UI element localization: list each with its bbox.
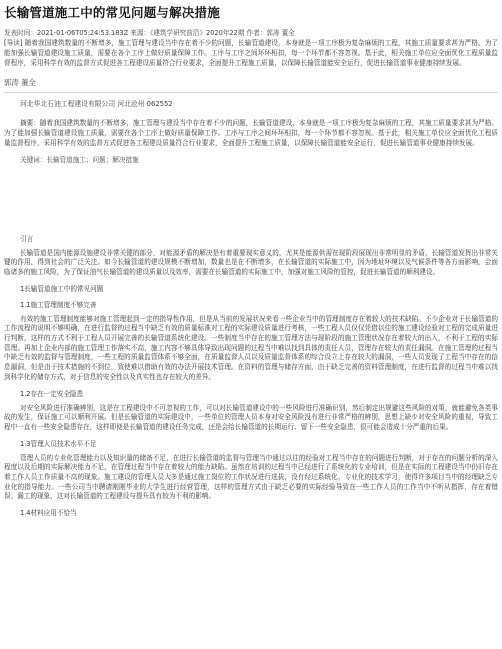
keywords-line: 关键词：长输管道施工；问题；解决措施 bbox=[20, 155, 139, 164]
divider bbox=[4, 92, 498, 93]
section-paragraph-1-2: 对安全风险进行准确辨别，这是在工程建设中不可忽视的工作，可以对长输管道建设中的一些风险进行准确识别，然后制定出规避这些风险的对策，就能避免各类事故的发生，保证施工可以顺利开展。但是长输管道的实际建设中，一些单位的管理人员本身对安全风险没有进行非常严格的辨别，思想上缺少对安全风险的重视，导致工程中一直有一些安全隐患存在，这样即便是长输管道的建设任务完成，还是会给长输管道的长期运行、留下一些安全隐患，很可能会造成十分严重的后果。 bbox=[4, 403, 498, 431]
section-heading-1-1: 1.1施工管理制度不够完善 bbox=[20, 300, 97, 309]
author-line: 郭涛 董全 bbox=[4, 78, 36, 88]
guide-paragraph: [导读] 随着我国建筑数量的不断增多，施工管理与建设当中存在着不少的问题，长输管道建设，本身就是一项工序极为复杂麻烦的工程，其施工质量要求甚为严格。为了能加强长输管道建设施工质量，需要在各个工序上做好质量保障工作。工序与工序之间环环相扣，每一个环节都不容忽视。基于此，相关施工单位应全面优化工程质量监督程序，采用科学有效的监督方式促进各工程建设质量符合行业要求，全面提升工程施工质量，以保障长输管道能安全运行，促进长输管道事业健康持续发展。 bbox=[4, 39, 498, 67]
intro-heading: 引言 bbox=[20, 234, 34, 243]
article-title: 长输管道施工中的常见问题与解决措施 bbox=[4, 5, 220, 20]
intro-paragraph: 长输管道是国内能源设施建设非常关键的部分，对能源矛盾的解决是有着重要现实意义的，尤其是能源供需在现阶段展现出非常明显的矛盾，长输管道发挥出非常关键的作用，得到社会的广泛关注。如今长输管道的建设规模不断增加，数量也是在不断增多，在长输管道的实际施工中，因为地址环境以及气候条件等各方面影响，会面临诸多的施工风险，为了保证油气长输管道的建设质量以及效率，需要在长输管道的实际施工中，加强对施工风险的管控，促进长输管道的顺利建设。 bbox=[4, 248, 498, 276]
abstract-paragraph: 摘要：随着我国建筑数量的不断增多，施工管理与建设当中存在着不少的问题，长输管道建设，本身就是一项工序极为复杂麻烦的工程，其施工质量要求甚为严格。为了能加强长输管道建设施工质量，需要在各个工序上做好质量保障工作。工序与工序之间环环相扣，每一个环节都不容忽视。基于此，相关施工单位应全面优化工程质量监督程序，采用科学有效的监督方式促进各工程建设质量符合行业要求，全面提升工程施工质量，以保障长输管道能安全运行，促进长输管道事业健康持续发展。 bbox=[4, 119, 498, 147]
section-heading-1-3: 1.3管理人员技术水平不足 bbox=[20, 439, 97, 448]
organization-line: 河北华北石油工程建设有限公司 河北沧州 062552 bbox=[20, 100, 173, 109]
section-paragraph-1-3: 管理人员的专业化管理能力以及知识量的储备不足，在进行长输管道的监督与管理当中通过以往的经验对工程当中存在的问题进行判断，对于存在的问题分析的深入程度以及后期的实际解决能力不足，在管理过程当中存在着较大的能力缺陷。虽然在培训的过程当中已经进行了系统化的专业培训，但是在实际的工程建设当中仍旧存在着工作人员工作质量不高的现象。施工建设的管理人员大多是通过施工岗位的工作状况进行选拔，没有经过系统化、专业化的技术学习，使得许多项目当中的经理缺乏专业化的指导能力。一些公司当中聘请刚刚毕业的大学生进行经营管理，这样的管理方式由于缺乏必要的实际经验导致在一些工作人员的工作当中不听从指挥，存在着错误、漏工的现象，这对长输管道的工程建设与提升具有较为不利的影响。 bbox=[4, 453, 498, 501]
section-heading-1-4: 1.4材料应用不恰当 bbox=[20, 509, 77, 518]
section-heading-1: 1长输管道施工中的常见问题 bbox=[20, 284, 104, 293]
publication-meta: 发表时间：2021-01-06T05:24:53.183Z 来源：《建筑学研究前沿》2020年22期 作者：郭涛 董全 bbox=[4, 29, 295, 37]
section-heading-1-2: 1.2存在一定安全隐患 bbox=[20, 389, 84, 398]
section-paragraph-1-1: 有效的施工管理制度能够对施工管理起到一定的指导性作用，但是从当前的发展状况来看一些企业当中的管理制度存在着较大的技术缺陷。不少企业对于长输管道的工作流程的说明不够明确，在进行监督的过程当中缺乏有效的质量标准对工程的实际建设质量进行考核，一些工程人员仅仅凭借以往的施工建设经验对工程的完成质量进行判断，这样的方式不利于工程人员开展完善的长输管道系统化建设。一些制度当中存在的施工管理方法与现阶段的施工管理状况存在着较大的出入，不利于工程的实际管理。再加上企业内部的施工管理工作落实不高，施工内容不够具体导致出现问题的过程当中难以找到具体的责任人员，管理存在较大的责任漏洞。在施工管理的过程当中缺乏有效的监督与管理制度，一些工程的质量监管体系不够全面，在质量监督人员以及质量监督体系的综合设立上存在较大的漏洞，一些人员发现了工程当中存在的信息漏洞，但是由于技术措施的不到位，致使难以借助有效的办法开展技术管理。在资料的管理与储存方面，由于缺乏完善的资料管理制度，在进行监督的过程当中难以找到科学化的储存方式，对于信息的安全性以及真实性也存在较大的差异。 bbox=[4, 314, 498, 381]
